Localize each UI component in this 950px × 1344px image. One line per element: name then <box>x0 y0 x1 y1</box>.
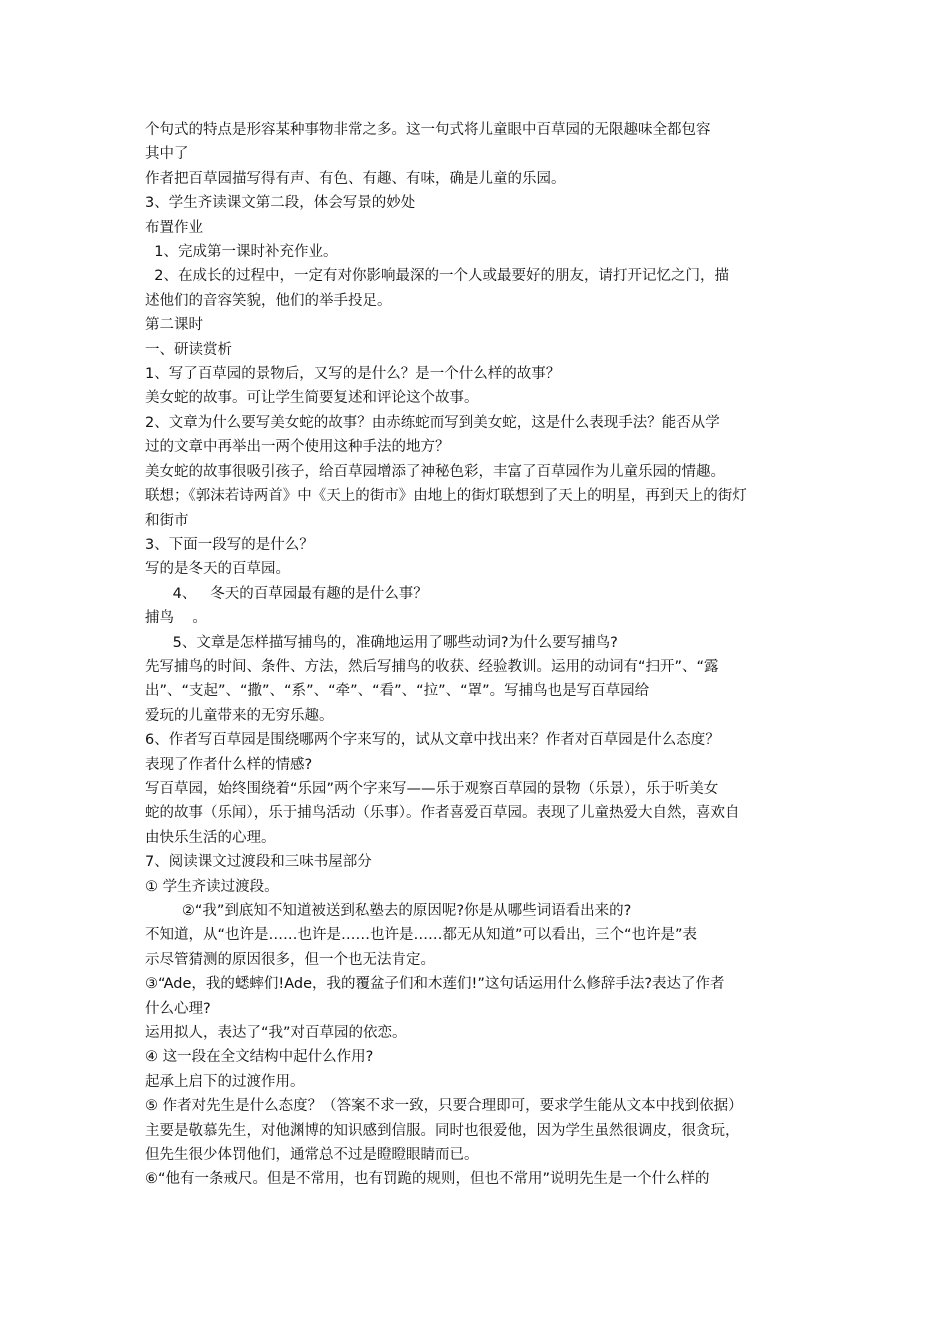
text-line: 个句式的特点是形容某种事物非常之多。这一句式将儿童眼中百草园的无限趣味全都包容 <box>145 122 711 138</box>
text-line: 美女蛇的故事很吸引孩子，给百草园增添了神秘色彩，丰富了百草园作为儿童乐园的情趣。 <box>145 463 725 480</box>
text-line: 出”、“支起”、“撒”、“系”、“牵”、“看”、“拉”、“罩”。写捕鸟也是写百草园给 <box>145 683 650 700</box>
text-line: 过的文章中再举出一两个使用这种手法的地方？ <box>145 439 450 456</box>
text-line: 4、 冬天的百草园最有趣的是什么事？ <box>145 585 428 602</box>
text-line: 和街市 <box>145 512 189 529</box>
text-line: 3、学生齐读课文第二段，体会写景的妙处 <box>145 195 416 212</box>
text-line: 6、作者写百草园是围绕哪两个字来写的，试从文章中找出来？作者对百草园是什么态度？ <box>145 732 720 749</box>
section-heading: 布置作业 <box>145 219 203 236</box>
text-line: ⑥“他有一条戒尺。但是不常用，也有罚跪的规则，但也不常用”说明先生是一个什么样的 <box>145 1171 710 1188</box>
text-line: ① 学生齐读过渡段。 <box>145 878 279 895</box>
text-line: 1、写了百草园的景物后，又写的是什么？是一个什么样的故事？ <box>145 366 561 383</box>
text-line: 写的是冬天的百草园。 <box>145 561 290 578</box>
text-line: 2、在成长的过程中，一定有对你影响最深的一个人或最要好的朋友，请打开记忆之门，描 <box>145 268 729 285</box>
text-line: 运用拟人，表达了“我”对百草园的依恋。 <box>145 1025 407 1042</box>
text-line: 不知道，从“也许是……也许是……也许是……都无从知道”可以看出，三个“也许是”表 <box>145 927 698 944</box>
text-line: 但先生很少体罚他们，通常总不过是瞪瞪眼睛而已。 <box>145 1147 479 1164</box>
text-line: 蛇的故事（乐闻），乐于捕鸟活动（乐事）。作者喜爱百草园。表现了儿童热爱大自然，喜欢自 <box>145 805 740 822</box>
section-heading: 一、研读赏析 <box>145 341 232 358</box>
text-line: 述他们的音容笑貌，他们的举手投足。 <box>145 292 392 309</box>
text-line: ④ 这一段在全文结构中起什么作用? <box>145 1049 374 1066</box>
text-line: 美女蛇的故事。可让学生简要复述和评论这个故事。 <box>145 390 479 407</box>
text-line: ⑤ 作者对先生是什么态度？（答案不求一致，只要合理即可，要求学生能从文本中找到依据） <box>145 1098 743 1115</box>
text-line: 3、下面一段写的是什么？ <box>145 536 314 553</box>
text-line: 爱玩的儿童带来的无穷乐趣。 <box>145 707 334 724</box>
text-line: 表现了作者什么样的情感? <box>145 756 313 773</box>
text-line: 联想；《郭沫若诗两首》中《天上的街市》由地上的街灯联想到了天上的明星，再到天上的街灯 <box>145 488 747 505</box>
text-line: 1、完成第一课时补充作业。 <box>145 244 338 261</box>
text-line: ③“Ade，我的蟋蟀们!Ade，我的覆盆子们和木莲们!”这句话运用什么修辞手法?表达了作者 <box>145 976 725 993</box>
text-line: ②“我”到底知不知道被送到私塾去的原因呢?你是从哪些词语看出来的? <box>145 903 632 919</box>
text-line: 5、文章是怎样描写捕鸟的，准确地运用了哪些动词?为什么要写捕鸟? <box>145 634 618 651</box>
text-line: 作者把百草园描写得有声、有色、有趣、有味，确是儿童的乐园。 <box>145 170 566 187</box>
text-line: 什么心理? <box>145 1000 211 1017</box>
text-line: 先写捕鸟的时间、条件、方法，然后写捕鸟的收获、经验教训。运用的动词有“扫开”、“露 <box>145 658 719 675</box>
document-page <box>145 118 813 1192</box>
text-line: 起承上启下的过渡作用。 <box>145 1073 305 1090</box>
text-line: 示尽管猜测的原因很多，但一个也无法肯定。 <box>145 951 435 968</box>
text-line: 写百草园，始终围绕着“乐园”两个字来写——乐于观察百草园的景物（乐景），乐于听美女 <box>145 780 719 797</box>
text-line: 7、阅读课文过渡段和三味书屋部分 <box>145 854 372 871</box>
text-line: 由快乐生活的心理。 <box>145 829 276 846</box>
section-heading: 第二课时 <box>145 317 203 334</box>
text-line: 捕鸟 。 <box>145 610 207 627</box>
text-line: 主要是敬慕先生，对他渊博的知识感到信服。同时也很爱他，因为学生虽然很调皮，很贪玩， <box>145 1122 740 1139</box>
text-line: 其中了 <box>145 146 189 163</box>
text-line: 2、文章为什么要写美女蛇的故事？由赤练蛇而写到美女蛇，这是什么表现手法？能否从学 <box>145 414 720 431</box>
